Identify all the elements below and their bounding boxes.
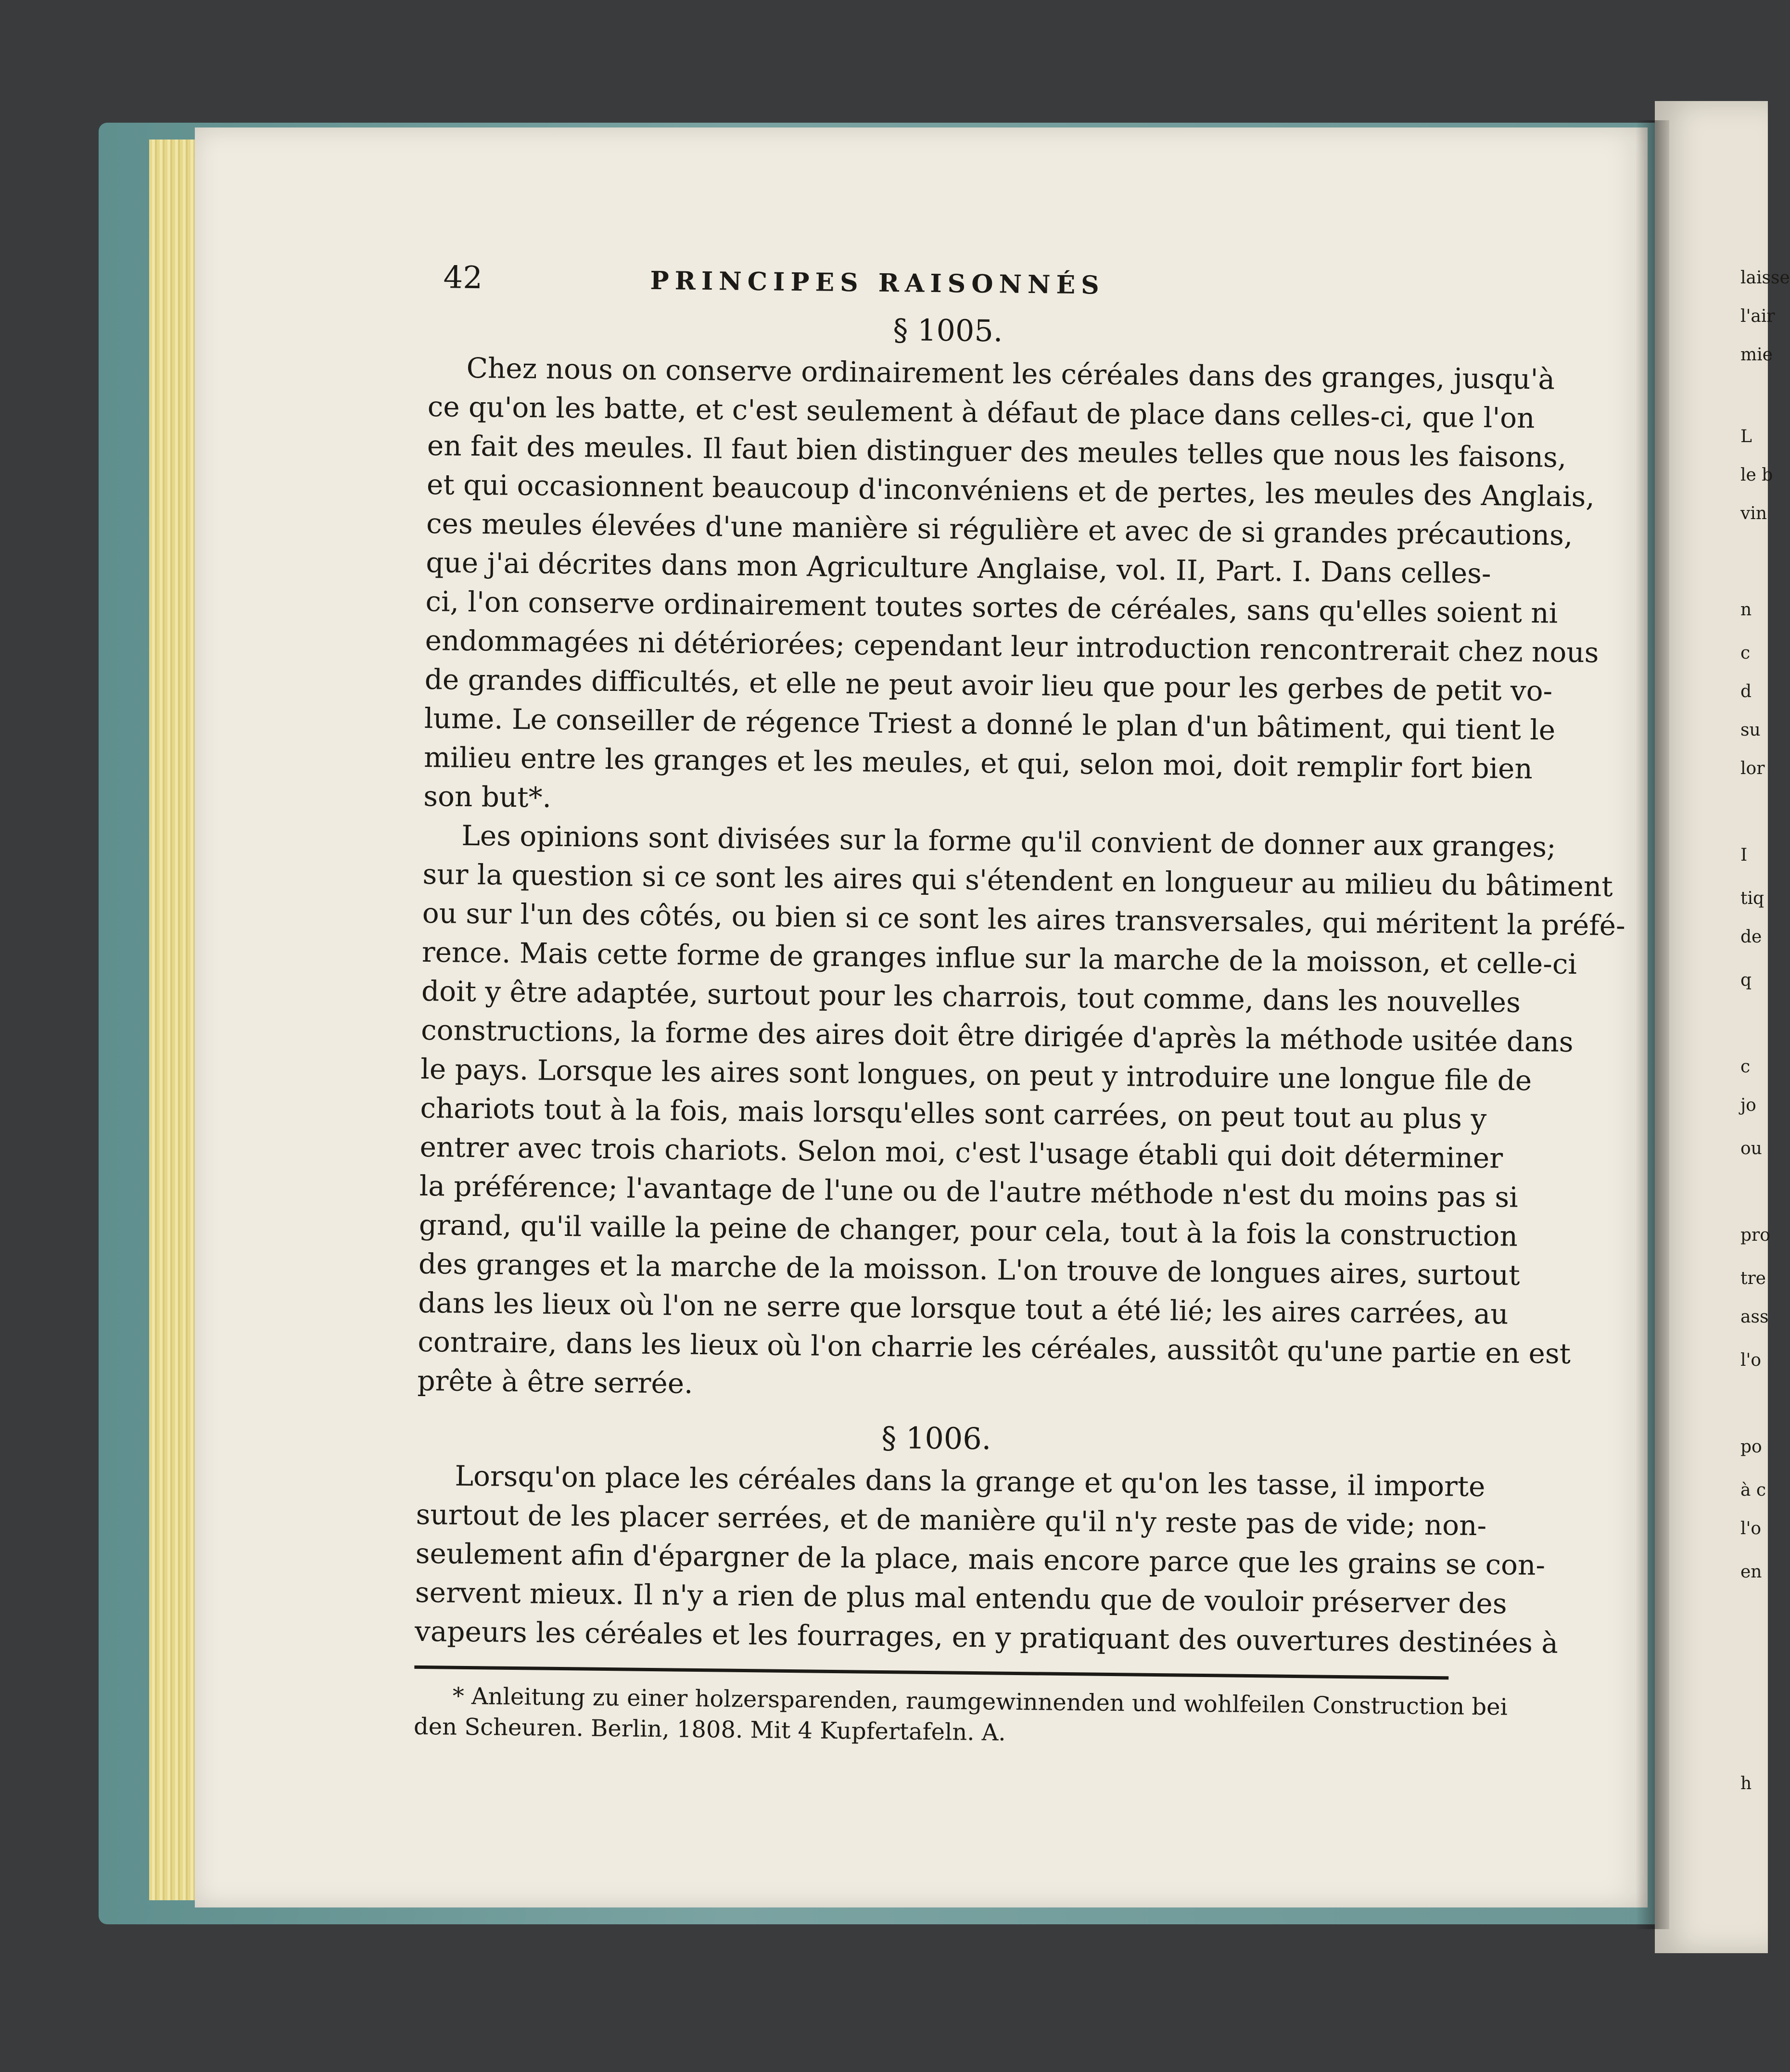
paragraph [414,1456,1559,1662]
facing-page-fragment: à c [1740,1480,1766,1500]
facing-page-fragment: mie [1740,345,1773,365]
text-line: Les opinions sont divisées sur la forme qu'il convient de donner aux granges; [461,819,1557,864]
facing-page-fragment: L [1740,427,1752,446]
facing-page-fragment: I [1740,845,1748,865]
paragraph [423,348,1599,827]
facing-page-fragment: l'o [1740,1350,1762,1370]
facing-page-fragment: l'o [1740,1519,1762,1538]
text-line: contraire, dans les lieux où l'on charrie les céréales, aussitôt qu'une partie en est [418,1325,1571,1370]
footnote [413,1680,1508,1753]
text-line: dans les lieux où l'on ne serre que lorsque tout a été lié; les aires carrées, au [418,1286,1509,1331]
text-line: le pays. Lorsque les aires sont longues, on peut y introduire une longue file de [420,1052,1532,1097]
text-line: Lorsqu'on place les céréales dans la grange et qu'on les tasse, il importe [455,1459,1485,1503]
text-line: endommagées ni détériorées; cependant leur introduction rencontrerait chez nous [425,623,1599,669]
facing-page-fragment: su [1740,720,1761,740]
text-line: lume. Le conseiller de régence Triest a donné le plan d'un bâtiment, qui tient le [424,701,1556,747]
section-heading: § 1005. [893,312,1003,349]
text-line: seulement afin d'épargner de la place, mais encore parce que les grains se con- [415,1537,1546,1582]
text-line: prête à être serrée. [417,1364,693,1400]
facing-page-fragment: laisse [1740,268,1790,288]
text-line: ou sur l'un des côtés, ou bien si ce sont les aires transversales, qui méritent la préfé- [422,896,1626,942]
text-line: des granges et la marche de la moisson. L'on trouve de longues aires, surtout [418,1247,1520,1292]
running-head: PRINCIPES RAISONNÉS [650,266,1105,300]
text-line: servent mieux. Il n'y a rien de plus mal entendu que de vouloir préserver des [415,1576,1507,1620]
facing-page-fragment: ass [1740,1307,1769,1327]
text-line: entrer avec trois chariots. Selon moi, c'est l'usage établi qui doit déterminer [419,1130,1503,1175]
facing-page-fragment: de [1740,927,1762,947]
facing-page [1655,101,1768,1953]
facing-page-fragment: c [1740,1057,1751,1077]
text-line: chariots tout à la fois, mais lorsqu'elles sont carrées, on peut tout au plus y [420,1091,1487,1136]
page-number: 42 [443,260,483,296]
text-line: Chez nous on conserve ordinairement les céréales dans des granges, jusqu'à [466,351,1555,396]
paragraph [417,816,1626,1411]
facing-page-fragment: n [1740,600,1752,620]
facing-page-fragment: ou [1740,1139,1762,1158]
text-line: la préférence; l'avantage de l'une ou de l'autre méthode n'est du moins pas si [419,1169,1519,1214]
facing-page-fragment: en [1740,1562,1762,1582]
facing-page-fragment: jo [1740,1095,1756,1115]
facing-page-fragment: c [1740,643,1751,663]
text-line: vapeurs les céréales et les fourrages, en y pratiquant des ouvertures destinées à [414,1614,1559,1660]
facing-page-fragment: pro [1740,1225,1770,1245]
gutter-shadow [1636,120,1669,1929]
sections [414,304,1626,1662]
text-line: et qui occasionnent beaucoup d'inconvéniens et de pertes, les meules des Anglais, [426,468,1595,513]
text-line: den Scheuren. Berlin, 1808. Mit 4 Kupfertafeln. A. [413,1713,1006,1746]
facing-page-fragment: vin [1740,504,1767,523]
facing-page-fragment: le b [1740,465,1773,485]
text-line: sur la question si ce sont les aires qui s'étendent en longueur au milieu du bâtiment [422,857,1613,903]
facing-page-fragment: po [1740,1437,1762,1457]
facing-page-fragment: d [1740,682,1752,701]
text-line: son but*. [423,779,552,814]
text-line: milieu entre les granges et les meules, et qui, selon moi, doit remplir fort bien [423,740,1533,786]
text-line: de grandes difficultés, et elle ne peut avoir lieu que pour les gerbes de petit vo- [424,662,1553,708]
facing-page-fragment: h [1740,1774,1752,1793]
text-line: doit y être adaptée, surtout pour les charrois, tout comme, dans les nouvelles [421,974,1521,1019]
section-heading: § 1006. [881,1420,991,1457]
facing-page-fragment: l'air [1740,306,1775,326]
text-line: en fait des meules. Il faut bien distinguer des meules telles que nous les faisons, [427,429,1567,474]
text-line: * Anleitung zu einer holzersparenden, raumgewinnenden und wohlfeilen Construction bei [452,1682,1508,1721]
text-line: ce qu'on les batte, et c'est seulement à défaut de place dans celles-ci, que l'on [427,390,1535,435]
facing-page-fragment: q [1740,970,1752,990]
text-line: constructions, la forme des aires doit être dirigée d'après la méthode usitée dans [420,1013,1574,1058]
facing-page-fragment: tre [1740,1269,1766,1288]
text-line: ci, l'on conserve ordinairement toutes sortes de céréales, sans qu'elles soient ni [425,585,1558,630]
text-line: surtout de les placer serrées, et de manière qu'il n'y reste pas de vide; non- [416,1498,1487,1542]
text-line: rence. Mais cette forme de granges influe sur la marche de la moisson, et celle-ci [421,935,1577,981]
facing-page-fragment: lor [1740,759,1765,778]
footnote-rule [414,1665,1448,1680]
text-line: ces meules élevées d'une manière si régulière et avec de si grandes précautions, [426,507,1573,552]
text-line: que j'ai décrites dans mon Agriculture Anglaise, vol. II, Part. I. Dans celles- [426,546,1491,590]
facing-page-fragment: tiq [1740,889,1765,908]
text-line: grand, qu'il vaille la peine de changer, pour cela, tout à la fois la construction [419,1208,1518,1253]
page-content [413,260,1626,1753]
